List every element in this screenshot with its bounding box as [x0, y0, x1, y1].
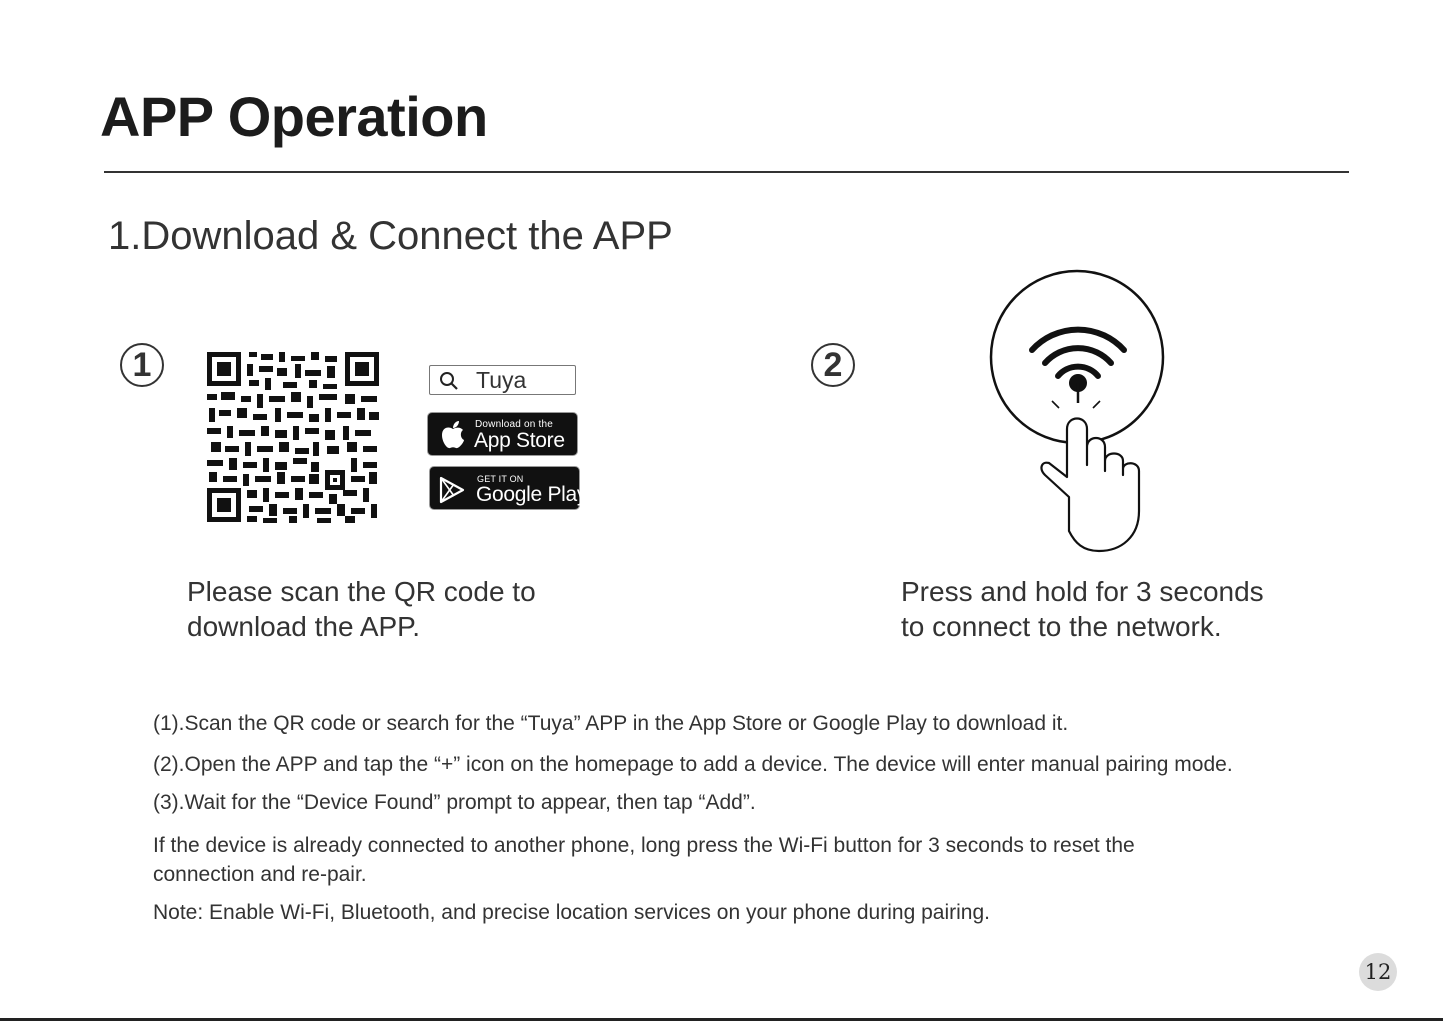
page-title: APP Operation: [100, 85, 488, 148]
google-play-icon: [439, 476, 465, 504]
reset-note-line1: If the device is already connected to another phone, long press the Wi-Fi button for 3 seconds to reset the: [153, 834, 1135, 857]
google-play-small-text: GET IT ON: [477, 474, 524, 484]
section-heading: 1.Download & Connect the APP: [108, 214, 673, 258]
instruction-step-1: (1).Scan the QR code or search for the “Tuya” APP in the App Store or Google Play to download it.: [153, 712, 1069, 735]
search-text: Tuya: [476, 367, 527, 393]
step1-caption: [187, 574, 536, 644]
app-store-badge[interactable]: [427, 412, 578, 456]
step-number-2: 2: [811, 343, 855, 387]
google-play-label: Google Play: [476, 483, 588, 506]
instruction-step-2: (2).Open the APP and tap the “+” icon on the homepage to add a device. The device will enter manual pairing mode.: [153, 753, 1233, 776]
page-number: 12: [1359, 953, 1397, 991]
google-play-badge[interactable]: [429, 466, 588, 510]
app-store-label: App Store: [474, 429, 565, 452]
step2-caption-line2: to connect to the network.: [901, 611, 1222, 642]
step1-caption-line2: download the APP.: [187, 611, 421, 642]
apple-icon: [439, 420, 467, 450]
search-icon: [438, 370, 460, 392]
title-divider: [104, 171, 1349, 173]
press-wifi-button-illustration: [985, 265, 1175, 555]
qr-code-image: [205, 350, 381, 524]
step2-caption: [901, 574, 1264, 644]
pairing-note: Note: Enable Wi-Fi, Bluetooth, and precise location services on your phone during pairing.: [153, 901, 990, 924]
step1-caption-line1: Please scan the QR code to: [187, 576, 536, 607]
step-number-1: 1: [120, 343, 164, 387]
app-store-small-text: Download on the: [475, 419, 554, 430]
reset-note-line2: connection and re-pair.: [153, 863, 367, 886]
app-search-box[interactable]: [429, 365, 576, 395]
instruction-step-3: (3).Wait for the “Device Found” prompt to appear, then tap “Add”.: [153, 791, 756, 814]
step2-caption-line1: Press and hold for 3 seconds: [901, 576, 1264, 607]
